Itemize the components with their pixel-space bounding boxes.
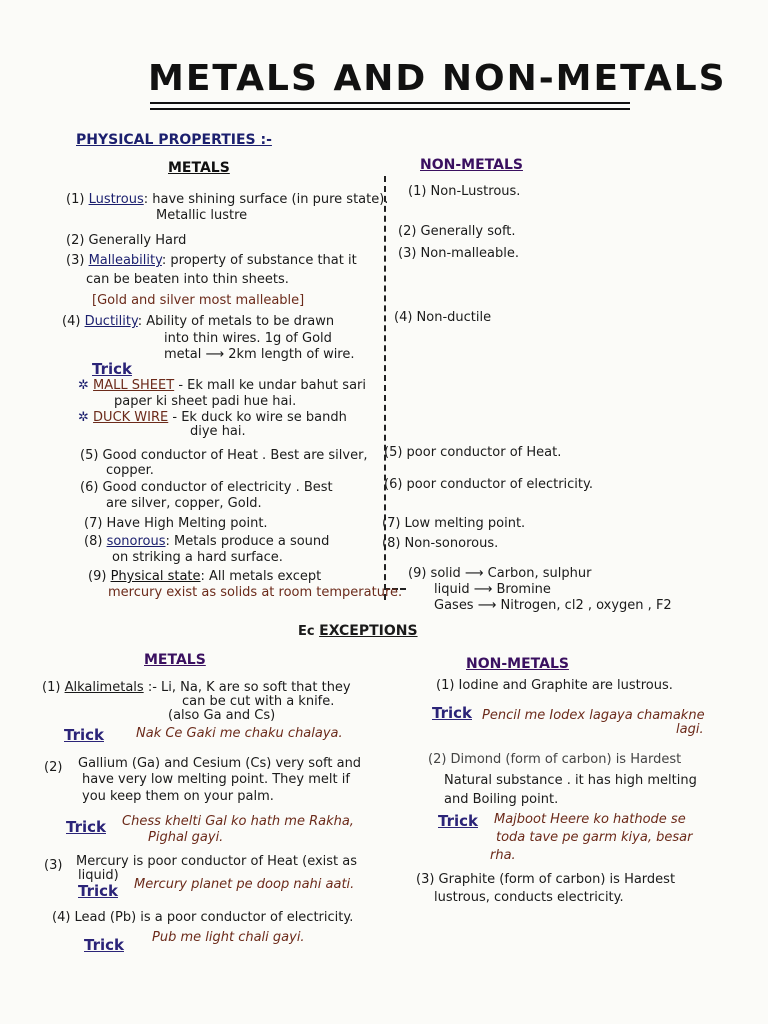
trick-mercury-text: Mercury planet pe doop nahi aati. xyxy=(134,877,355,892)
exception-nonmetal-1: (1) Iodine and Graphite are lustrous. xyxy=(436,678,673,693)
metal-property-6-line2: are silver, copper, Gold. xyxy=(106,496,262,511)
exceptions-heading: Ec EXCEPTIONS xyxy=(298,623,418,639)
trick-lead-text: Pub me light chali gayi. xyxy=(152,930,305,945)
nonmetal-property-4: (4) Non-ductile xyxy=(394,310,492,325)
trick-mall-sheet-line2: paper ki sheet padi hue hai. xyxy=(114,394,297,409)
exception-nonmetal-3: (3) Graphite (form of carbon) is Hardest xyxy=(416,872,676,887)
nonmetal-property-9-liquid: liquid ⟶ Bromine xyxy=(434,582,551,597)
trick-iodine-text-line2: lagi. xyxy=(676,722,704,737)
trick-alkali-text: Nak Ce Gaki me chaku chalaya. xyxy=(136,726,343,741)
exception-nonmetal-2-line3: and Boiling point. xyxy=(444,792,559,807)
trick-label-mercury: Trick xyxy=(78,882,118,900)
exception-metal-1: (1) Alkalimetals :- Li, Na, K are so soft that they xyxy=(42,680,351,695)
trick-diamond-text-line2: toda tave pe garm kiya, besar xyxy=(496,830,693,845)
nonmetal-property-7: (7) Low melting point. xyxy=(382,516,526,531)
trick-mall-sheet: ✲ MALL SHEET - Ek mall ke undar bahut sari xyxy=(78,378,366,393)
exception-metal-2: Gallium (Ga) and Cesium (Cs) very soft and xyxy=(78,756,362,771)
exception-metal-1-line2: can be cut with a knife. xyxy=(182,694,335,709)
title-underline-1 xyxy=(150,102,630,104)
metal-property-7: (7) Have High Melting point. xyxy=(84,516,268,531)
metal-property-1: (1) Lustrous: have shining surface (in pure state). xyxy=(66,192,389,207)
trick-label-diamond: Trick xyxy=(438,812,478,830)
nonmetal-property-3: (3) Non-malleable. xyxy=(398,246,519,261)
exception-nonmetal-2-line2: Natural substance . it has high melting xyxy=(444,773,697,788)
nonmetal-property-2: (2) Generally soft. xyxy=(398,224,516,239)
trick-label-physical: Trick xyxy=(92,360,132,378)
physical-properties-heading: PHYSICAL PROPERTIES :- xyxy=(76,132,272,148)
trick-label-gallium: Trick xyxy=(66,818,106,836)
trick-diamond-text: Majboot Heere ko hathode se xyxy=(494,812,686,827)
trick-diamond-text-line3: rha. xyxy=(490,848,516,863)
trick-gallium-text-line2: Pighal gayi. xyxy=(148,830,224,845)
trick-duck-wire-line2: diye hai. xyxy=(190,424,246,439)
page-title: METALS AND NON-METALS xyxy=(148,58,727,99)
trick-duck-wire: ✲ DUCK WIRE - Ek duck ko wire se bandh xyxy=(78,410,347,425)
trick-label-iodine: Trick xyxy=(432,704,472,722)
trick-iodine-text: Pencil me Iodex lagaya chamakne xyxy=(482,708,705,723)
star-icon: ✲ xyxy=(78,410,89,425)
metal-property-1-line2: Metallic lustre xyxy=(156,208,248,223)
metal-property-4: (4) Ductility: Ability of metals to be drawn xyxy=(62,314,335,329)
metal-property-8: (8) sonorous: Metals produce a sound xyxy=(84,534,330,549)
trick-label-alkali: Trick xyxy=(64,726,104,744)
exceptions-nonmetals-heading: NON-METALS xyxy=(466,656,569,672)
exception-metal-4: (4) Lead (Pb) is a poor conductor of electricity. xyxy=(52,910,354,925)
metal-property-9: (9) Physical state: All metals except xyxy=(88,569,322,584)
exception-nonmetal-3-line2: lustrous, conducts electricity. xyxy=(434,890,624,905)
nonmetals-column-heading: NON-METALS xyxy=(420,157,523,173)
exception-metal-2-num: (2) xyxy=(44,760,63,775)
metal-property-4-line2: into thin wires. 1g of Gold xyxy=(164,331,332,346)
exception-metal-3: Mercury is poor conductor of Heat (exist as xyxy=(76,854,358,869)
metal-property-8-line2: on striking a hard surface. xyxy=(112,550,283,565)
exception-metal-3-line2: liquid) xyxy=(78,868,119,883)
title-underline-2 xyxy=(150,108,630,110)
metal-property-5-line2: copper. xyxy=(106,463,154,478)
metals-column-heading: METALS xyxy=(168,160,230,176)
nonmetal-property-9-gases: Gases ⟶ Nitrogen, cl2 , oxygen , F2 xyxy=(434,598,672,613)
metal-property-6: (6) Good conductor of electricity . Best xyxy=(80,480,333,495)
trick-label-lead: Trick xyxy=(84,936,124,954)
trick-gallium-text: Chess khelti Gal ko hath me Rakha, xyxy=(122,814,354,829)
nonmetal-property-9-solid: (9) solid ⟶ Carbon, sulphur xyxy=(408,566,592,581)
nonmetal-property-8: (8) Non-sonorous. xyxy=(382,536,499,551)
nonmetal-property-5: (5) poor conductor of Heat. xyxy=(384,445,562,460)
metal-property-2: (2) Generally Hard xyxy=(66,233,187,248)
exception-metal-2-line2: have very low melting point. They melt if xyxy=(82,772,350,787)
metal-property-4-line3: metal ⟶ 2km length of wire. xyxy=(164,347,355,362)
exception-metal-1-line3: (also Ga and Cs) xyxy=(168,708,276,723)
exception-metal-2-line3: you keep them on your palm. xyxy=(82,789,274,804)
exceptions-metals-heading: METALS xyxy=(144,652,206,668)
exception-metal-3-num: (3) xyxy=(44,858,63,873)
nonmetal-property-1: (1) Non-Lustrous. xyxy=(408,184,521,199)
malleable-note: [Gold and silver most malleable] xyxy=(92,293,305,308)
metal-property-5: (5) Good conductor of Heat . Best are silver, xyxy=(80,448,368,463)
star-icon: ✲ xyxy=(78,378,89,393)
nonmetal-property-6: (6) poor conductor of electricity. xyxy=(384,477,593,492)
metal-property-3-line2: can be beaten into thin sheets. xyxy=(86,272,289,287)
metal-property-3: (3) Malleability: property of substance that it xyxy=(66,253,357,268)
exception-nonmetal-2: (2) Dimond (form of carbon) is Hardest xyxy=(428,752,682,767)
metal-property-9-line2: mercury exist as solids at room temperature. xyxy=(108,585,403,600)
